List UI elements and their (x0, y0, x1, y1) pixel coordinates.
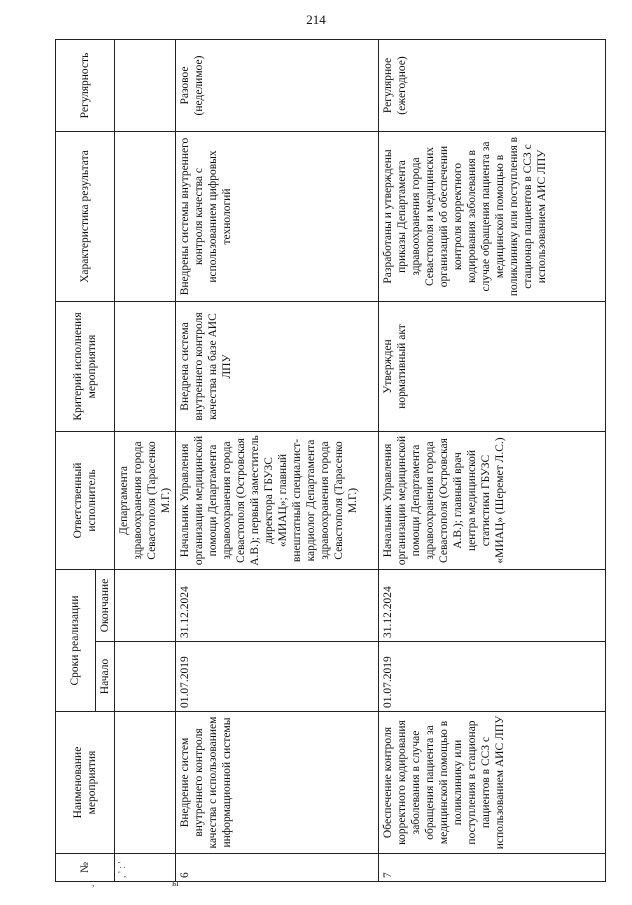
row-start: 01.07.2019 (379, 642, 606, 712)
row-end: 31.12.2024 (379, 570, 606, 642)
header-name: Наименование мероприятия (56, 712, 115, 854)
row-result: Разработаны и утверждены приказы Департамента здравоохранения города Севастополя и медицинских организаций об обеспечении контроля корректного кодирования заболевания в случае обращения пациента за медицинской помощью в поликлинику или поступления в стационар пациентов в ССЗ с использованием АИС ЛПУ (379, 132, 606, 302)
row-end: 31.12.2024 (176, 570, 379, 642)
header-criterion: Критерий исполнения мероприятия (56, 302, 115, 432)
header-num: № (56, 854, 115, 882)
footer-mark: ы (172, 878, 179, 889)
header-end: Окончание (96, 570, 115, 642)
row-regularity: Регулярное (ежегодное) (379, 40, 606, 132)
table-row (379, 40, 606, 882)
row-criterion: Внедрена система внутреннего контроля качества на базе АИС ЛПУ (176, 302, 379, 432)
row-number: 7 (379, 854, 606, 882)
row-executor: Начальник Управления организации медицинской помощи Департамента здравоохранения города Севастополя (Островская А.В.); главный врач центра медицинской статистики ГБУЗС «МИАЦ» (Шеремет Л.С.) (379, 432, 606, 570)
table-row-continuation (115, 40, 176, 882)
row-name: Обеспечение контроля корректного кодирования заболевания в случае обращения пациента за медицинской помощью в поликлинику или поступления в стационар пациентов в ССЗ с использованием АИС ЛПУ (379, 712, 606, 854)
row-result: Внедрены системы внутреннего контроля качества с использованием цифровых технологий (176, 132, 379, 302)
continuation-marks: , ' : ' (115, 854, 176, 882)
row-regularity: Разовое (неделимое) (176, 40, 379, 132)
header-executor: Ответственный исполнитель (56, 432, 115, 570)
row-start: 01.07.2019 (176, 642, 379, 712)
rotated-table-container (55, 40, 595, 882)
footer-mark: , (92, 878, 95, 889)
table-row (176, 40, 379, 882)
plan-table (55, 39, 606, 882)
continuation-executor: Департамента здравоохранения города Севастополя (Тарасенко М.Г.) (115, 432, 176, 570)
row-name: Внедрение систем внутреннего контроля качества с использованием информационной системы (176, 712, 379, 854)
row-executor: Начальник Управления организации медицинской помощи Департамента здравоохранения города Севастополя (Островская А.В.); первый заместитель директора ГБУЗС «МИАЦ»; главный внештатный специалист-кардиолог Департамента здравоохранения города Севастополя (Тарасенко М.Г.) (176, 432, 379, 570)
header-result: Характеристика результата (56, 132, 115, 302)
row-criterion: Утвержден нормативный акт (379, 302, 606, 432)
page-number: 214 (306, 12, 326, 27)
row-number: 6 (176, 854, 379, 882)
table-header-row (56, 40, 96, 882)
header-start: Начало (96, 642, 115, 712)
header-regularity: Регулярность (56, 40, 115, 132)
header-terms: Сроки реализации (56, 570, 96, 712)
